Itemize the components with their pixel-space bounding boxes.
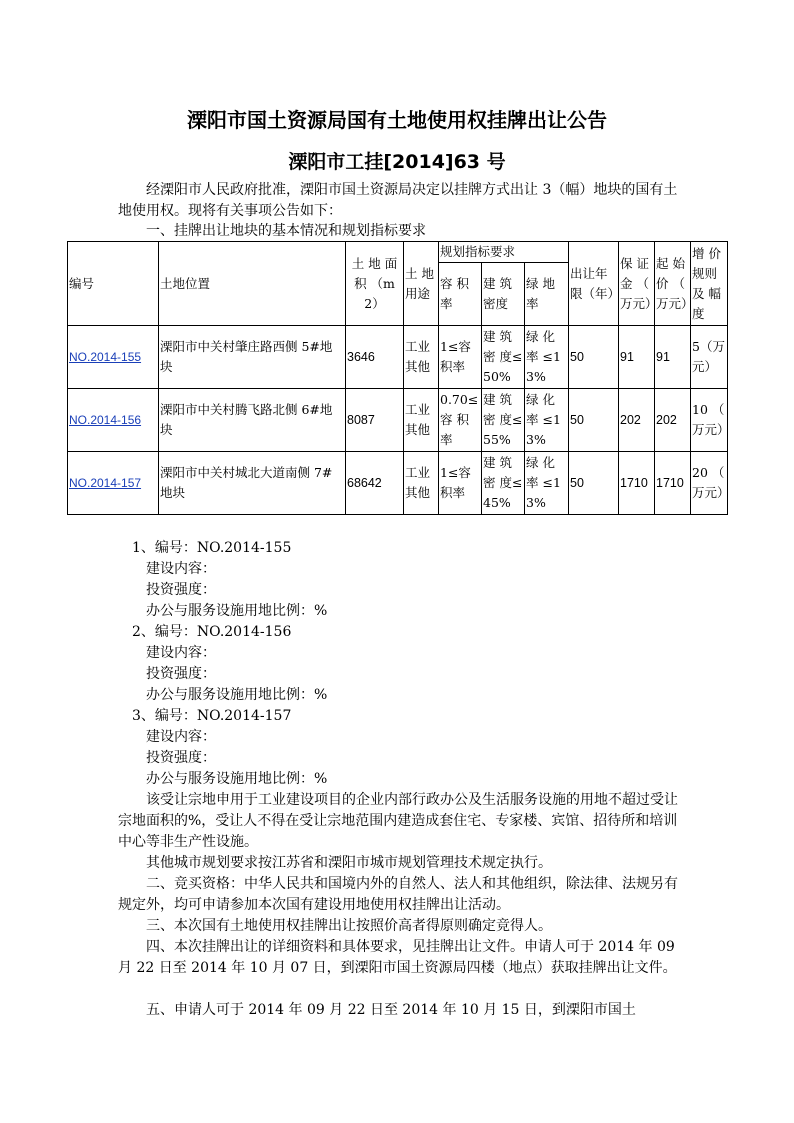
page-title: 溧阳市国土资源局国有土地使用权挂牌出让公告: [187, 108, 607, 132]
header-density: 建 筑密度: [482, 263, 525, 326]
table-header-row: [68, 242, 728, 263]
document-number: 溧阳市工挂[2014]63 号: [288, 151, 506, 173]
cell-green: 绿 化率 ≤13%: [525, 389, 569, 452]
cell-density: 建 筑密 度≤50%: [482, 326, 525, 389]
section-1-heading: 一、挂牌出让地块的基本情况和规划指标要求: [146, 223, 426, 239]
land-parcel-table: [67, 241, 728, 515]
cell-location: 溧阳市中关村肇庄路西侧 5#地块: [159, 326, 346, 389]
item-intensity: 投资强度：: [146, 666, 216, 682]
cell-increment: 20 （ 万元）: [691, 452, 728, 515]
cell-area: 3646: [346, 326, 404, 389]
item-number: 3、编号：NO.2014-157: [132, 708, 292, 724]
header-planning: 规划指标要求: [439, 242, 569, 263]
cell-start-price: 1710: [655, 452, 691, 515]
cell-use: 工业其他: [404, 452, 439, 515]
cell-far: 0.70≤容 积率: [439, 389, 482, 452]
table-row: [68, 326, 728, 389]
item-content: 建设内容：: [146, 561, 216, 577]
cell-area: 8087: [346, 389, 404, 452]
cell-location: 溧阳市中关村城北大道南侧 7#地块: [159, 452, 346, 515]
paragraph-application: 五、申请人可于 2014 年 09 月 22 日至 2014 年 10 月 15 日，到溧阳市国土: [146, 1002, 636, 1018]
cell-start-price: 91: [655, 326, 691, 389]
header-start-price: 起 始价 （ 万元）: [655, 242, 691, 326]
paragraph-qualification: 二、竞买资格：中华人民共和国境内外的自然人、法人和其他组织，除法律、法规另有规定外，均可申请参加本次国有建设用地使用权挂牌出让活动。: [118, 876, 678, 913]
parcel-link[interactable]: NO.2014-156: [69, 413, 142, 427]
item-content: 建设内容：: [146, 729, 216, 745]
cell-start-price: 202: [655, 389, 691, 452]
cell-green: 绿 化率 ≤13%: [525, 452, 569, 515]
cell-use: 工业其他: [404, 389, 439, 452]
intro-paragraph: 经溧阳市人民政府批准，溧阳市国土资源局决定以挂牌方式出让 3（幅）地块的国有土地使用权。现将有关事项公告如下：: [118, 182, 678, 219]
cell-density: 建 筑密 度≤55%: [482, 389, 525, 452]
header-deposit: 保 证金 （ 万元）: [619, 242, 655, 326]
cell-location: 溧阳市中关村腾飞路北侧 6#地块: [159, 389, 346, 452]
item-ratio: 办公与服务设施用地比例：%: [146, 771, 328, 787]
cell-term: 50: [569, 452, 619, 515]
paragraph-office-ratio: 该受让宗地申用于工业建设项目的企业内部行政办公及生活服务设施的用地不超过受让宗地面积的%，受让人不得在受让宗地范围内建造成套住宅、专家楼、宾馆、招待所和培训中心等非生产性设施。: [118, 792, 678, 850]
parcel-link[interactable]: NO.2014-155: [69, 350, 142, 364]
header-use: 土 地用途: [404, 242, 439, 326]
cell-deposit: 1710: [619, 452, 655, 515]
item-list: [118, 538, 678, 790]
header-increment: 增 价规则及 幅度: [691, 242, 728, 326]
cell-deposit: 202: [619, 389, 655, 452]
paragraph-planning: 其他城市规划要求按江苏省和溧阳市城市规划管理技术规定执行。: [146, 855, 552, 871]
item-ratio: 办公与服务设施用地比例：%: [146, 603, 328, 619]
paragraph-documents: 四、本次挂牌出让的详细资料和具体要求，见挂牌出让文件。申请人可于 2014 年 09 月 22 日至 2014 年 10 月 07 日，到溧阳市国土资源局四楼（地点）获取挂牌出让文件。: [118, 939, 677, 976]
cell-far: 1≤容积率: [439, 326, 482, 389]
header-term: 出让年限（年）: [569, 242, 619, 326]
cell-term: 50: [569, 389, 619, 452]
header-far: 容 积率: [439, 263, 482, 326]
table-row: [68, 452, 728, 515]
item-content: 建设内容：: [146, 645, 216, 661]
item-intensity: 投资强度：: [146, 750, 216, 766]
item-number: 2、编号：NO.2014-156: [132, 624, 292, 640]
item-intensity: 投资强度：: [146, 582, 216, 598]
parcel-link[interactable]: NO.2014-157: [69, 476, 142, 490]
paragraph-principle: 三、本次国有土地使用权挂牌出让按照价高者得原则确定竞得人。: [146, 918, 552, 934]
header-area: 土 地 面积 （m2）: [346, 242, 404, 326]
header-location: 土地位置: [159, 242, 346, 326]
item-ratio: 办公与服务设施用地比例：%: [146, 687, 328, 703]
cell-far: 1≤容积率: [439, 452, 482, 515]
cell-increment: 10 （ 万元）: [691, 389, 728, 452]
cell-density: 建 筑密 度≤45%: [482, 452, 525, 515]
cell-deposit: 91: [619, 326, 655, 389]
cell-area: 68642: [346, 452, 404, 515]
cell-increment: 5（万元）: [691, 326, 728, 389]
table-row: [68, 389, 728, 452]
cell-use: 工业其他: [404, 326, 439, 389]
cell-green: 绿 化率 ≤13%: [525, 326, 569, 389]
header-id: 编号: [68, 242, 159, 326]
item-number: 1、编号：NO.2014-155: [132, 540, 292, 556]
cell-term: 50: [569, 326, 619, 389]
header-green: 绿 地率: [525, 263, 569, 326]
